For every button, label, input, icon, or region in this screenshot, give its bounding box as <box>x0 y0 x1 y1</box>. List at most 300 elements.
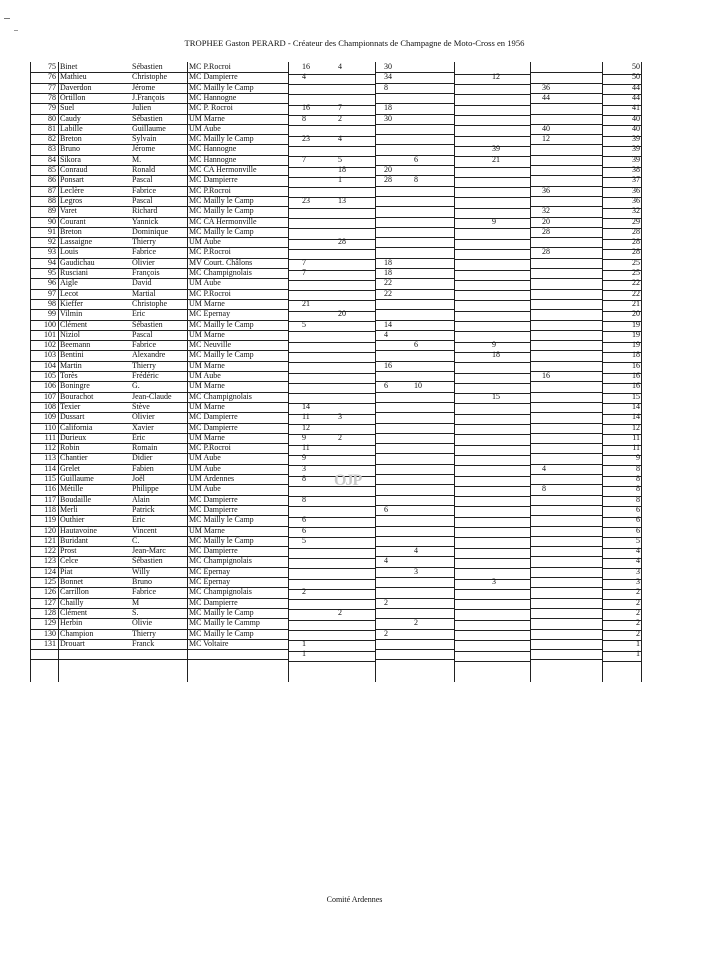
rider-last-name: Grelet <box>60 463 80 473</box>
table-row <box>30 629 642 639</box>
event-points: 15 <box>492 391 500 401</box>
rider-first-name: Eric <box>132 309 146 319</box>
table-row <box>30 124 642 134</box>
club-name: MC P.Rocroi <box>189 443 231 453</box>
event-points: 6 <box>414 340 418 350</box>
event-points: 32 <box>542 206 550 216</box>
event-points: 18 <box>492 350 500 360</box>
table-row <box>30 134 642 144</box>
rider-first-name: Julien <box>132 103 152 113</box>
rank-number: 94 <box>48 257 56 267</box>
club-name: UM Marne <box>189 298 225 308</box>
rank-number: 115 <box>44 474 56 483</box>
event-points: 21 <box>492 154 500 164</box>
event-points: 21 <box>302 298 310 308</box>
rank-number: 124 <box>44 566 56 576</box>
event-points: 1 <box>302 649 306 659</box>
rider-first-name: Jérome <box>132 82 156 92</box>
rider-last-name: Carrillon <box>60 587 89 597</box>
rider-last-name: Daverdon <box>60 82 92 92</box>
rider-last-name: Clément <box>60 319 88 329</box>
table-row <box>30 361 642 371</box>
rank-number: 90 <box>48 216 56 226</box>
club-name: MC Epernay <box>189 309 231 319</box>
rider-last-name: Boudaille <box>60 494 92 504</box>
club-name: MC Dampierre <box>189 597 238 607</box>
total-points: 2 <box>636 618 640 628</box>
event-points: 4 <box>384 329 388 339</box>
club-name: UM Ardennes <box>189 474 235 483</box>
rider-first-name: Fabrice <box>132 587 156 597</box>
rider-last-name: Texier <box>60 401 81 411</box>
event-points: 13 <box>338 195 346 205</box>
club-name: UM Aube <box>189 237 221 247</box>
rank-number: 107 <box>44 391 56 401</box>
event-points: 16 <box>302 103 310 113</box>
rider-first-name: Thierry <box>132 360 156 370</box>
club-name: MC Dampierre <box>189 72 238 82</box>
rider-last-name: Bonnet <box>60 577 84 586</box>
club-name: UM Aube <box>189 371 221 380</box>
rider-last-name: Prost <box>60 546 77 556</box>
event-points: 6 <box>302 515 306 525</box>
club-name: MC Champignolais <box>189 268 252 277</box>
table-row <box>30 93 642 103</box>
event-points: 23 <box>302 134 310 144</box>
rider-first-name: Patrick <box>132 504 155 514</box>
rider-first-name: M. <box>132 154 142 164</box>
club-name: MC Neuville <box>189 340 231 350</box>
rank-number: 104 <box>44 360 56 370</box>
club-name: MC Hannogne <box>189 144 237 154</box>
club-name: UM Marne <box>189 401 225 411</box>
club-name: MC Dampierre <box>189 504 238 514</box>
club-name: UM Aube <box>189 453 221 463</box>
club-name: MC Dampierre <box>189 494 238 504</box>
rank-number: 83 <box>48 144 56 154</box>
rider-last-name: Breton <box>60 134 82 144</box>
table-row <box>30 103 642 113</box>
event-points: 14 <box>302 401 310 411</box>
club-name: MC P.Rocroi <box>189 185 231 195</box>
rank-number: 106 <box>44 381 56 391</box>
rider-last-name: Hautavoine <box>60 525 97 535</box>
rank-number: 117 <box>44 494 56 504</box>
club-name: MC Epernay <box>189 577 231 586</box>
rider-first-name: Pascal <box>132 175 153 185</box>
rider-last-name: Celce <box>60 556 79 566</box>
table-row <box>30 505 642 515</box>
total-points: 36 <box>632 185 640 195</box>
rider-last-name: Aigle <box>60 278 78 288</box>
table-row <box>30 206 642 216</box>
event-points: 4 <box>338 62 342 71</box>
rank-number: 88 <box>48 195 56 205</box>
rider-first-name: Christophe <box>132 72 168 82</box>
event-points: 9 <box>492 216 496 226</box>
club-name: MC Mailly le Cammp <box>189 618 260 628</box>
rider-first-name: Bruno <box>132 577 152 586</box>
total-points: 14 <box>632 412 640 422</box>
rider-first-name: Franck <box>132 638 155 648</box>
club-name: MC Dampierre <box>189 546 238 556</box>
rank-number: 122 <box>44 546 56 556</box>
rider-first-name: Sébastien <box>132 113 163 123</box>
rider-last-name: California <box>60 422 93 432</box>
table-row <box>30 299 642 309</box>
rider-last-name: Louis <box>60 247 79 257</box>
rider-last-name: Kieffer <box>60 298 83 308</box>
rider-last-name: Vilmin <box>60 309 83 319</box>
event-points: 23 <box>302 195 310 205</box>
total-points: 28 <box>632 247 640 257</box>
rider-last-name: Robin <box>60 443 80 453</box>
rider-first-name: Xavier <box>132 422 154 432</box>
rider-last-name: Outhier <box>60 515 85 525</box>
rider-first-name: Stève <box>132 401 150 411</box>
total-points: 39 <box>632 144 640 154</box>
rider-last-name: Métille <box>60 484 84 494</box>
row-divider <box>602 661 641 662</box>
event-points: 10 <box>414 381 422 391</box>
total-points: 16 <box>632 381 640 391</box>
club-name: UM Marne <box>189 381 225 391</box>
total-points: 2 <box>636 607 640 617</box>
event-points: 30 <box>384 62 392 71</box>
event-points: 20 <box>384 165 392 174</box>
total-points: 2 <box>636 597 640 607</box>
event-points: 9 <box>302 432 306 442</box>
rank-number: 125 <box>44 577 56 586</box>
event-points: 4 <box>414 546 418 556</box>
rank-number: 113 <box>44 453 56 463</box>
club-name: UM Aube <box>189 278 221 288</box>
total-points: 1 <box>636 649 640 659</box>
rank-number: 99 <box>48 309 56 319</box>
row-divider <box>530 659 602 660</box>
rider-first-name: Fabrice <box>132 340 156 350</box>
event-points: 16 <box>302 62 310 71</box>
event-points: 6 <box>414 154 418 164</box>
rider-first-name: Eric <box>132 515 146 525</box>
event-points: 22 <box>384 288 392 298</box>
rank-number: 118 <box>44 504 56 514</box>
rider-first-name: Pascal <box>132 329 153 339</box>
rank-number: 77 <box>48 82 56 92</box>
results-table <box>30 62 642 682</box>
club-name: MC Mailly le Camp <box>189 350 254 360</box>
event-points: 3 <box>302 463 306 473</box>
club-name: MC Mailly le Camp <box>189 535 254 545</box>
table-row <box>30 536 642 546</box>
event-points: 39 <box>492 144 500 154</box>
rider-last-name: Piat <box>60 566 73 576</box>
event-points: 5 <box>302 319 306 329</box>
rider-last-name: Bentini <box>60 350 84 360</box>
event-points: 6 <box>302 525 306 535</box>
total-points: 8 <box>636 484 640 494</box>
event-points: 36 <box>542 82 550 92</box>
table-row <box>30 423 642 433</box>
rider-last-name: Bruno <box>60 144 80 154</box>
table-row <box>30 186 642 196</box>
rider-first-name: M <box>132 597 140 607</box>
event-points: 2 <box>384 597 388 607</box>
total-points: 12 <box>632 422 640 432</box>
rider-first-name: Didier <box>132 453 153 463</box>
table-row <box>30 144 642 154</box>
club-name: MC Champignolais <box>189 587 252 597</box>
total-points: 8 <box>636 494 640 504</box>
rider-first-name: S. <box>132 607 139 617</box>
table-row <box>30 433 642 443</box>
rider-last-name: Niziol <box>60 329 80 339</box>
club-name: MC Voltaire <box>189 638 229 648</box>
rider-first-name: G. <box>132 381 140 391</box>
rider-last-name: Dussart <box>60 412 85 422</box>
rider-first-name: Thierry <box>132 237 156 247</box>
table-row <box>30 62 642 72</box>
total-points: 6 <box>636 515 640 525</box>
table-row <box>30 309 642 319</box>
rank-number: 100 <box>44 319 56 329</box>
rank-number: 89 <box>48 206 56 216</box>
event-points: 4 <box>302 72 306 82</box>
scan-mark <box>4 18 10 20</box>
rider-last-name: Martin <box>60 360 82 370</box>
event-points: 4 <box>384 556 388 566</box>
event-points: 20 <box>542 216 550 226</box>
rank-number: 110 <box>44 422 56 432</box>
rider-last-name: Breton <box>60 226 82 236</box>
total-points: 39 <box>632 134 640 144</box>
club-name: MC Epernay <box>189 566 231 576</box>
rank-number: 91 <box>48 226 56 236</box>
total-points: 40 <box>632 123 640 133</box>
total-points: 22 <box>632 278 640 288</box>
table-row <box>30 83 642 93</box>
event-points: 18 <box>338 165 346 174</box>
total-points: 3 <box>636 566 640 576</box>
total-points: 15 <box>632 391 640 401</box>
row-divider <box>288 661 375 662</box>
rider-last-name: Drouart <box>60 638 85 648</box>
event-points: 18 <box>384 103 392 113</box>
total-points: 41 <box>632 103 640 113</box>
club-name: MC P. Rocroi <box>189 103 233 113</box>
table-row <box>30 546 642 556</box>
rank-number: 131 <box>44 638 56 648</box>
total-points: 11 <box>632 432 640 442</box>
rider-last-name: Bourachot <box>60 391 94 401</box>
rider-first-name: Guillaume <box>132 123 166 133</box>
rank-number: 84 <box>48 154 56 164</box>
rank-number: 98 <box>48 298 56 308</box>
event-points: 8 <box>302 494 306 504</box>
event-points: 28 <box>542 226 550 236</box>
total-points: 6 <box>636 525 640 535</box>
rider-last-name: Mathieu <box>60 72 87 82</box>
club-name: MC Mailly le Camp <box>189 607 254 617</box>
rider-last-name: Beemann <box>60 340 91 350</box>
total-points: 8 <box>636 474 640 483</box>
event-points: 12 <box>302 422 310 432</box>
table-row <box>30 217 642 227</box>
rank-number: 92 <box>48 237 56 247</box>
table-row <box>30 237 642 247</box>
club-name: MC Hannogne <box>189 154 237 164</box>
table-row <box>30 556 642 566</box>
rank-number: 116 <box>44 484 56 494</box>
event-points: 5 <box>338 154 342 164</box>
table-row <box>30 618 642 628</box>
table-row <box>30 247 642 257</box>
total-points: 11 <box>632 443 640 453</box>
rider-first-name: Christophe <box>132 298 168 308</box>
club-name: MC P.Rocroi <box>189 247 231 257</box>
rider-last-name: Champion <box>60 628 94 638</box>
club-name: MC CA Hermonville <box>189 216 257 226</box>
event-points: 12 <box>492 72 500 82</box>
total-points: 44 <box>632 82 640 92</box>
rank-number: 80 <box>48 113 56 123</box>
total-points: 25 <box>632 257 640 267</box>
total-points: 21 <box>632 298 640 308</box>
rank-number: 127 <box>44 597 56 607</box>
rider-first-name: Romain <box>132 443 158 453</box>
total-points: 19 <box>632 319 640 329</box>
table-row <box>30 340 642 350</box>
rider-first-name: Olivier <box>132 412 155 422</box>
event-points: 11 <box>302 443 310 453</box>
event-points: 28 <box>338 237 346 247</box>
club-name: MC Champignolais <box>189 391 252 401</box>
watermark-logo: OJP <box>334 472 362 489</box>
total-points: 50 <box>632 72 640 82</box>
club-name: MC Dampierre <box>189 175 238 185</box>
total-points: 25 <box>632 268 640 277</box>
event-points: 1 <box>302 638 306 648</box>
rider-first-name: Willy <box>132 566 150 576</box>
event-points: 8 <box>384 82 388 92</box>
rider-first-name: Olivier <box>132 257 155 267</box>
table-row <box>30 402 642 412</box>
rider-first-name: Dominique <box>132 226 168 236</box>
event-points: 7 <box>302 154 306 164</box>
total-points: 3 <box>636 577 640 586</box>
table-row <box>30 278 642 288</box>
rider-first-name: Thierry <box>132 628 156 638</box>
rider-last-name: Rusciani <box>60 268 88 277</box>
total-points: 32 <box>632 206 640 216</box>
rider-last-name: Varet <box>60 206 77 216</box>
rank-number: 108 <box>44 401 56 411</box>
rider-last-name: Labille <box>60 123 83 133</box>
rider-first-name: Sébastien <box>132 319 163 329</box>
rank-number: 102 <box>44 340 56 350</box>
table-row <box>30 495 642 505</box>
table-row <box>30 392 642 402</box>
table-row <box>30 289 642 299</box>
rank-number: 114 <box>44 463 56 473</box>
total-points: 38 <box>632 165 640 174</box>
table-row <box>30 320 642 330</box>
rider-last-name: Ponsart <box>60 175 84 185</box>
event-points: 2 <box>384 628 388 638</box>
rider-first-name: Ronald <box>132 165 156 174</box>
club-name: MC P.Rocroi <box>189 62 231 71</box>
rider-first-name: Jean-Marc <box>132 546 166 556</box>
rider-last-name: Boningre <box>60 381 90 391</box>
club-name: UM Aube <box>189 484 221 494</box>
event-points: 2 <box>414 618 418 628</box>
rider-first-name: Sébastien <box>132 556 163 566</box>
page-title: TROPHEE Gaston PERARD - Créateur des Championnats de Champagne de Moto-Cross en 1956 <box>184 38 525 48</box>
row-divider <box>454 661 530 662</box>
club-name: MC Mailly le Camp <box>189 319 254 329</box>
table-row <box>30 412 642 422</box>
total-points: 44 <box>632 92 640 102</box>
total-points: 28 <box>632 237 640 247</box>
rider-first-name: Olivie <box>132 618 152 628</box>
event-points: 8 <box>414 175 418 185</box>
rank-number: 97 <box>48 288 56 298</box>
event-points: 4 <box>542 463 546 473</box>
rank-number: 96 <box>48 278 56 288</box>
table-row <box>30 598 642 608</box>
rank-number: 76 <box>48 72 56 82</box>
table-row <box>30 567 642 577</box>
rank-number: 87 <box>48 185 56 195</box>
rank-number: 85 <box>48 165 56 174</box>
table-row <box>30 639 642 649</box>
table-row <box>30 381 642 391</box>
event-points: 16 <box>384 360 392 370</box>
event-points: 9 <box>302 453 306 463</box>
total-points: 16 <box>632 360 640 370</box>
club-name: UM Aube <box>189 463 221 473</box>
event-points: 44 <box>542 92 550 102</box>
club-name: MV Court. Châlons <box>189 257 253 267</box>
club-name: UM Marne <box>189 432 225 442</box>
table-row <box>30 515 642 525</box>
rider-last-name: Courant <box>60 216 86 226</box>
rank-number: 101 <box>44 329 56 339</box>
club-name: UM Marne <box>189 525 225 535</box>
total-points: 20 <box>632 309 640 319</box>
table-row <box>30 350 642 360</box>
table-row <box>30 155 642 165</box>
rank-number: 123 <box>44 556 56 566</box>
table-row <box>30 114 642 124</box>
rider-first-name: Jérome <box>132 144 156 154</box>
event-points: 18 <box>384 268 392 277</box>
event-points: 18 <box>384 257 392 267</box>
table-row <box>30 526 642 536</box>
event-points: 8 <box>302 474 306 483</box>
rider-last-name: Binet <box>60 62 78 71</box>
rider-first-name: Alexandre <box>132 350 166 360</box>
table-row <box>30 227 642 237</box>
total-points: 1 <box>636 638 640 648</box>
club-name: MC Mailly le Camp <box>189 628 254 638</box>
event-points: 40 <box>542 123 550 133</box>
club-name: UM Aube <box>189 123 221 133</box>
rank-number: 86 <box>48 175 56 185</box>
row-divider <box>375 659 454 660</box>
table-row <box>30 330 642 340</box>
total-points: 8 <box>636 463 640 473</box>
